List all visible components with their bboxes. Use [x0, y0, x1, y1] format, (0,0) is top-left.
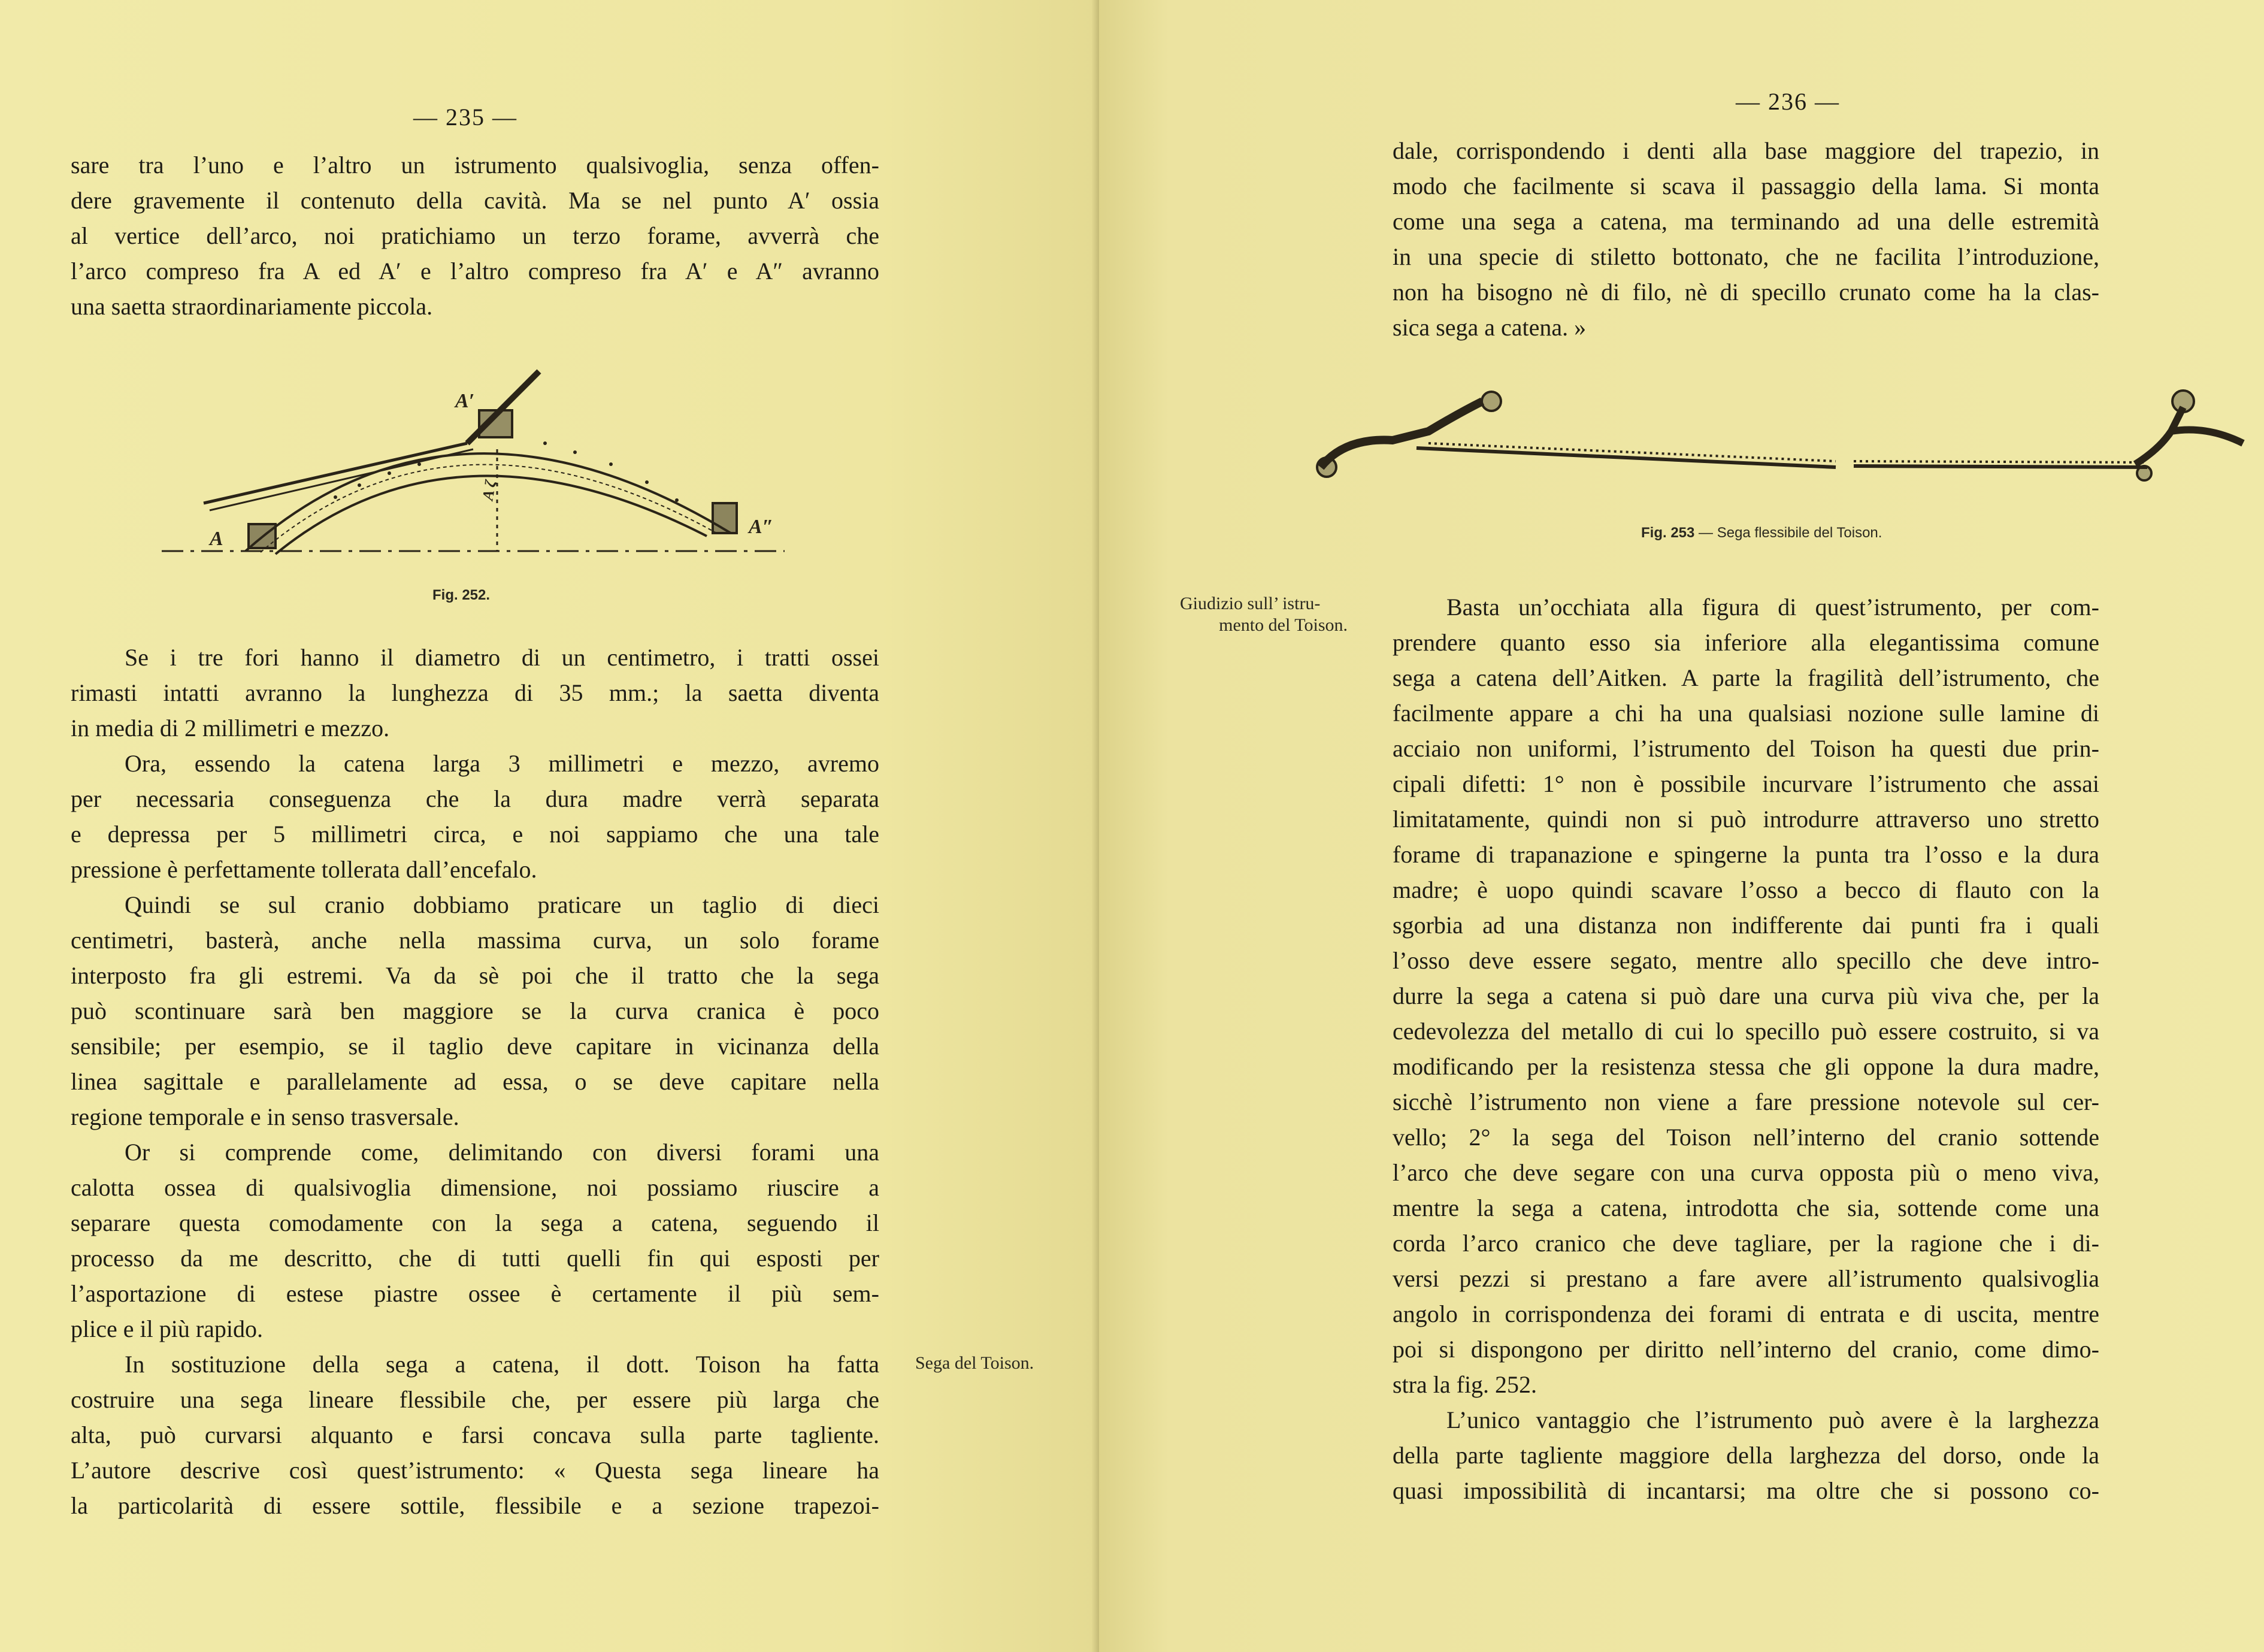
text-line: In sostituzione della sega a catena, il dott. Toison ha fatta: [125, 1351, 879, 1378]
text-line: corda l’arco cranico che deve tagliare, per la ragione che i di-: [1393, 1230, 2099, 1257]
handle-knob-right: [2172, 391, 2194, 412]
text-line: la particolarità di essere sottile, flessibile e a sezione trapezoi-: [71, 1492, 879, 1519]
text-line: forame di trapanazione e spingerne la punta tra l’osso e la dura: [1393, 841, 2099, 868]
margin-note-line: mento del Toison.: [1219, 615, 1348, 635]
text-line: processo da me descritto, che di tutti quelli fin qui esposti per: [71, 1245, 879, 1272]
figure-253-number: Fig. 253: [1641, 525, 1695, 541]
text-line: interposto fra gli estremi. Va da sè poi che il tratto che la sega: [71, 962, 879, 989]
text-line: Se i tre fori hanno il diametro di un centimetro, i tratti ossei: [125, 644, 879, 671]
text-line: costruire una sega lineare flessibile che, per essere più larga che: [71, 1386, 879, 1413]
margin-note-sega-toison: Sega del Toison.: [915, 1353, 1034, 1373]
right-paragraph-1: [1393, 133, 2099, 345]
text-line: prendere quanto esso sia inferiore alla elegantissima comune: [1393, 629, 2099, 656]
text-line: modificando per la resistenza stessa che gli oppone la dura madre,: [1393, 1053, 2099, 1080]
text-line: e depressa per 5 millimetri circa, e noi sappiamo che una tale: [71, 821, 879, 848]
handle-knob-top: [1482, 392, 1501, 411]
text-line: rimasti intatti avranno la lunghezza di 35 mm.; la saetta diventa: [71, 679, 879, 706]
text-line: plice e il più rapido.: [71, 1315, 264, 1342]
text-line: della parte tagliente maggiore della larghezza del dorso, onde la: [1393, 1442, 2099, 1469]
page-number-right: — 236 —: [1736, 88, 1840, 115]
text-line: sega a catena dell’Aitken. A parte la fragilità dell’istrumento, che: [1393, 664, 2099, 691]
text-line: Ora, essendo la catena larga 3 millimetri e mezzo, avremo: [125, 750, 879, 777]
text-line: facilmente appare a chi ha una qualsiasi nozione sulle lamine di: [1393, 700, 2099, 727]
saw-handle-left: [1321, 401, 1482, 467]
figure-253-title: — Sega flessibile del Toison.: [1699, 525, 1882, 541]
text-line: Basta un’occhiata alla figura di quest’istrumento, per com-: [1446, 594, 2099, 621]
text-line: modo che facilmente si scava il passaggio della lama. Si monta: [1393, 173, 2099, 199]
text-line: Quindi se sul cranio dobbiamo praticare un taglio di dieci: [125, 891, 879, 918]
bone-hole-right: [713, 503, 737, 533]
margin-note-giudizio: [1180, 593, 1348, 636]
text-line: angolo in corrispondenza dei forami di entrata e di uscita, mentre: [1393, 1300, 2099, 1327]
left-paragraph-1: [71, 147, 879, 324]
bone-hole-top: [479, 410, 512, 437]
text-line: L’autore descrive così quest’istrumento: « Questa sega lineare ha: [71, 1457, 879, 1484]
label-a-second: A″: [749, 516, 774, 538]
text-line: madre; è uopo quindi scavare l’osso a becco di flauto con la: [1393, 876, 2099, 903]
text-line: sare tra l’uno e l’altro un istrumento qualsivoglia, senza offen-: [71, 152, 879, 178]
saw-blade-right: [1854, 466, 2147, 467]
saw-handle-right: [2135, 407, 2243, 464]
text-line: l’arco che deve segare con una curva opposta più o meno viva,: [1393, 1159, 2099, 1186]
figure-252-arc-diagram: [156, 353, 803, 569]
text-line: dere gravemente il contenuto della cavità. Ma se nel punto A′ ossia: [71, 187, 879, 214]
text-line: dale, corrispondendo i denti alla base maggiore del trapezio, in: [1393, 137, 2099, 164]
text-line: calotta ossea di qualsivoglia dimensione, noi possiamo riuscire a: [71, 1174, 879, 1201]
label-vertical: A ζ: [479, 479, 500, 502]
text-line: vello; 2° la sega del Toison nell’interno del cranio sottende: [1393, 1124, 2099, 1151]
text-line: come una sega a catena, ma terminando ad una delle estremità: [1393, 208, 2099, 235]
stiletto-button: [2137, 466, 2151, 480]
bone-hole-left: [249, 524, 276, 548]
text-line: l’arco compreso fra A ed A′ e l’altro compreso fra A′ e A″ avranno: [71, 258, 879, 285]
figure-253-caption: [1641, 525, 1882, 541]
text-line: L’unico vantaggio che l’istrumento può avere è la larghezza: [1446, 1406, 2099, 1433]
left-paragraph-2: [71, 640, 879, 1523]
text-line: non ha bisogno nè di filo, nè di specillo crunato come ha la clas-: [1393, 279, 2099, 305]
saw-teeth-right: [1854, 461, 2147, 462]
text-line: linea sagittale e parallelamente ad essa, o se deve capitare nella: [71, 1068, 879, 1095]
text-line: versi pezzi si prestano a fare avere all’istrumento qualsivoglia: [1393, 1265, 2099, 1292]
text-line: Or si comprende come, delimitando con diversi forami una: [125, 1139, 879, 1166]
margin-note-line: Giudizio sull’ istru-: [1180, 594, 1321, 613]
text-line: in media di 2 millimetri e mezzo.: [71, 715, 390, 742]
text-line: sica sega a catena. »: [1393, 314, 1587, 341]
text-line: regione temporale e in senso trasversale.: [71, 1103, 459, 1130]
handle-knob-left: [1317, 458, 1336, 477]
text-line: quasi impossibilità di incantarsi; ma oltre che si possono co-: [1393, 1477, 2099, 1504]
text-line: acciaio non uniformi, l’istrumento del Toison ha questi due prin-: [1393, 735, 2099, 762]
text-line: cedevolezza del metallo di cui lo specillo può essere costruito, si va: [1393, 1018, 2099, 1045]
text-line: alta, può curvarsi alquanto e farsi concava sulla parte tagliente.: [71, 1421, 879, 1448]
text-line: mentre la sega a catena, introdotta che sia, sottende come una: [1393, 1194, 2099, 1221]
right-page: [1099, 0, 2264, 1652]
text-line: sgorbia ad una distanza non indifferente dai punti fra i quali: [1393, 912, 2099, 939]
arc-outer: [246, 453, 731, 551]
text-line: l’asportazione di estese piastre ossee è certamente il più sem-: [71, 1280, 879, 1307]
left-page: [0, 0, 1099, 1652]
text-line: sensibile; per esempio, se il taglio deve capitare in vicinanza della: [71, 1033, 879, 1060]
text-line: poi si dispongono per diritto nell’interno del cranio, come dimo-: [1393, 1336, 2099, 1363]
page-number-left: — 235 —: [413, 104, 517, 131]
label-a-prime: A′: [455, 390, 475, 412]
text-line: limitatamente, quindi non si può introdurre attraverso uno stretto: [1393, 806, 2099, 833]
text-line: centimetri, basterà, anche nella massima curva, un solo forame: [71, 927, 879, 954]
text-line: durre la sega a catena si può dare una curva più viva che, per la: [1393, 982, 2099, 1009]
figure-253-flexible-saw: [1309, 377, 2261, 497]
text-line: sicchè l’istrumento non viene a fare pressione notevole sul cer-: [1393, 1088, 2099, 1115]
arc-mid: [261, 465, 719, 552]
text-line: cipali difetti: 1° non è possibile incurvare l’istrumento che assai: [1393, 770, 2099, 797]
text-line: può scontinuare sarà ben maggiore se la curva cranica è poco: [71, 997, 879, 1024]
text-line: l’osso deve essere segato, mentre allo specillo che deve intro-: [1393, 947, 2099, 974]
right-paragraph-2: [1393, 589, 2099, 1508]
label-a: A: [210, 528, 223, 550]
text-line: in una specie di stiletto bottonato, che ne facilita l’introduzione,: [1393, 243, 2099, 270]
text-line: separare questa comodamente con la sega a catena, seguendo il: [71, 1209, 879, 1236]
text-line: per necessaria conseguenza che la dura madre verrà separata: [71, 785, 879, 812]
text-line: pressione è perfettamente tollerata dall’encefalo.: [71, 856, 537, 883]
figure-252-caption: Fig. 252.: [432, 587, 491, 603]
text-line: stra la fig. 252.: [1393, 1371, 1537, 1398]
text-line: al vertice dell’arco, noi pratichiamo un terzo forame, avverrà che: [71, 222, 879, 249]
saw-band-upper: [204, 443, 467, 503]
text-line: una saetta straordinariamente piccola.: [71, 293, 433, 320]
